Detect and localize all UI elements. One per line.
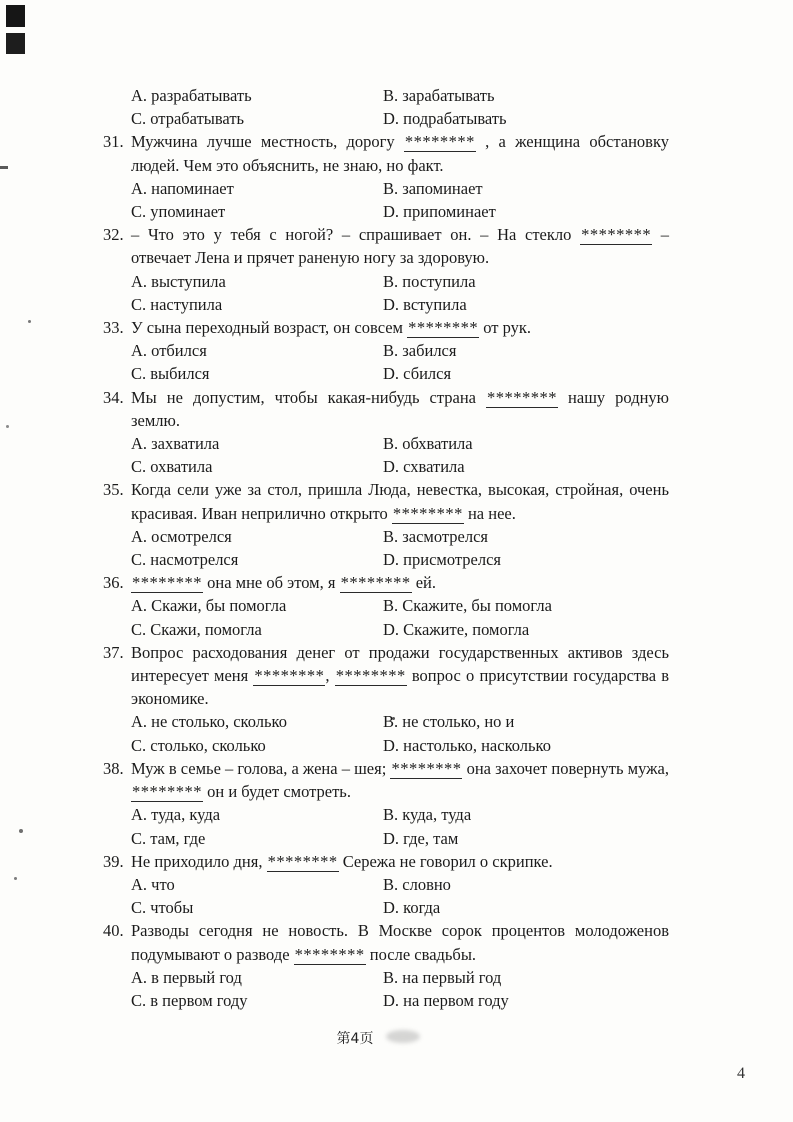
footer-page-label: 第4页 bbox=[336, 1031, 374, 1047]
options-grid bbox=[131, 339, 669, 385]
question-number: 33. bbox=[103, 318, 124, 338]
question-stem-row bbox=[103, 386, 669, 432]
option-c: C. охватила bbox=[131, 457, 213, 477]
option-a: A. разрабатывать bbox=[131, 86, 252, 105]
options-grid bbox=[131, 270, 669, 316]
option-d: D. припоминает bbox=[383, 202, 496, 222]
option-b: B. зарабатывать bbox=[383, 86, 495, 105]
option-d: D. настолько, насколько bbox=[383, 735, 551, 755]
question-number: 31. bbox=[103, 132, 124, 152]
option-d: D. когда bbox=[383, 898, 441, 918]
option-d: D. на первом году bbox=[383, 990, 509, 1010]
option-b: B. куда, туда bbox=[383, 805, 472, 825]
question-number: 40. bbox=[103, 921, 124, 941]
question-block bbox=[103, 478, 669, 571]
option-a: A. захватила bbox=[131, 434, 220, 454]
blank-underline: ******** bbox=[487, 387, 558, 407]
option-c: C. упоминает bbox=[131, 202, 226, 222]
option-d: D. Скажите, помогла bbox=[383, 619, 530, 639]
scan-artifact-dot bbox=[19, 829, 23, 833]
question-number: 37. bbox=[103, 642, 124, 662]
question-stem-row bbox=[103, 223, 669, 269]
options-grid bbox=[131, 594, 669, 640]
option-b: B. не столько, но и bbox=[383, 712, 515, 732]
question-stem: Муж в семье – голова, а жена – шея; ******** она захочет повернуть мужа, ******** он и будет смотреть. bbox=[131, 758, 669, 802]
question-block bbox=[103, 316, 669, 386]
scan-artifact-dot bbox=[14, 877, 17, 880]
scan-artifact-square bbox=[6, 5, 25, 27]
options-grid bbox=[131, 710, 669, 756]
question-number: 39. bbox=[103, 851, 124, 871]
question-block bbox=[103, 919, 669, 1012]
question-stem: Разводы сегодня не новость. В Москве сорок процентов молодоженов подумывают о разводе ******** после свадьбы. bbox=[131, 921, 669, 964]
blank-underline: ******** bbox=[581, 225, 652, 245]
blank-underline: ******** bbox=[335, 666, 406, 686]
option-c: C. выбился bbox=[131, 364, 210, 384]
question-stem: – Что это у тебя с ногой? – спрашивает он. – На стекло ******** – отвечает Лена и прячет раненую ногу за здоровую. bbox=[131, 225, 670, 268]
question-stem-row bbox=[103, 641, 669, 711]
option-a: A. что bbox=[131, 874, 175, 894]
question-stem-row bbox=[103, 850, 669, 873]
option-b: B. словно bbox=[383, 874, 451, 894]
question-number: 35. bbox=[103, 480, 124, 500]
scan-artifact-dot bbox=[28, 320, 31, 323]
blank-underline: ******** bbox=[132, 573, 202, 593]
option-c: C. там, где bbox=[131, 828, 206, 848]
option-d: D. где, там bbox=[383, 828, 459, 848]
question-stem-row bbox=[103, 130, 669, 176]
question-number: 36. bbox=[103, 573, 124, 593]
exam-content bbox=[103, 84, 669, 1012]
option-b: B. запоминает bbox=[383, 178, 483, 198]
blank-underline: ******** bbox=[408, 318, 479, 338]
options-grid bbox=[131, 525, 669, 571]
question-stem-row bbox=[103, 757, 669, 803]
question-block bbox=[103, 223, 669, 316]
question-number: 34. bbox=[103, 387, 124, 407]
option-d: D. схватила bbox=[383, 457, 465, 477]
scan-artifact-dot bbox=[6, 425, 9, 428]
option-b: B. обхватила bbox=[383, 434, 473, 454]
question-block bbox=[103, 571, 669, 641]
option-d: D. подрабатывать bbox=[383, 109, 507, 129]
option-c: C. чтобы bbox=[131, 898, 194, 918]
blank-underline: ******** bbox=[392, 503, 463, 523]
blank-underline: ******** bbox=[391, 758, 462, 778]
question-stem: Мужчина лучше местность, дорогу ******** , а женщина обстановку людей. Чем это объяснить, не знаю, но факт. bbox=[131, 132, 669, 175]
question-stem-row bbox=[103, 571, 669, 594]
option-c: C. Скажи, помогла bbox=[131, 619, 262, 639]
blank-underline: ******** bbox=[132, 782, 202, 802]
option-d: D. вступила bbox=[383, 294, 467, 314]
option-a: A. не столько, сколько bbox=[131, 712, 287, 732]
question-stem: Вопрос расходования денег от продажи государственных активов здесь интересует меня ********, ******** вопрос о присутствии государства в экономике. bbox=[131, 642, 670, 709]
question-stem-row bbox=[103, 919, 669, 965]
question-stem: У сына переходный возраст, он совсем ******** от рук. bbox=[131, 318, 532, 338]
option-a: A. осмотрелся bbox=[131, 526, 232, 546]
question-stem: Не приходило дня, ******** Сережа не говорил о скрипке. bbox=[131, 851, 553, 871]
option-d: D. присмотрелся bbox=[383, 550, 502, 570]
options-grid bbox=[131, 803, 669, 849]
scan-artifact-mark bbox=[0, 166, 8, 169]
blank-underline: ******** bbox=[404, 132, 475, 152]
questions-list bbox=[103, 130, 669, 1012]
option-d: D. сбился bbox=[383, 364, 452, 384]
question-block bbox=[103, 757, 669, 850]
option-b: B. на первый год bbox=[383, 967, 502, 987]
question-stem: ******** она мне об этом, я ******** ей. bbox=[132, 573, 436, 593]
blank-underline: ******** bbox=[340, 573, 411, 593]
question-stem-row bbox=[103, 316, 669, 339]
blank-underline: ******** bbox=[254, 666, 325, 686]
blank-underline: ******** bbox=[267, 851, 338, 871]
blank-underline: ******** bbox=[294, 944, 365, 964]
question-number: 32. bbox=[103, 225, 124, 245]
question-block bbox=[103, 850, 669, 920]
option-a: A. туда, куда bbox=[131, 805, 221, 825]
option-c: C. наступила bbox=[131, 294, 223, 314]
option-a: A. напоминает bbox=[131, 178, 234, 198]
option-a: A. в первый год bbox=[131, 967, 242, 987]
question-block bbox=[103, 386, 669, 479]
option-b: B. засмотрелся bbox=[383, 526, 489, 546]
question-stem: Когда сели уже за стол, пришла Люда, невестка, высокая, стройная, очень красивая. Иван неприлично открыто ******** на нее. bbox=[131, 480, 669, 523]
question-block bbox=[103, 130, 669, 223]
scan-artifact-square bbox=[6, 33, 25, 54]
option-a: A. Скажи, бы помогла bbox=[131, 596, 287, 616]
question-block bbox=[103, 641, 669, 757]
question-stem-row bbox=[103, 478, 669, 524]
question-stem: Мы не допустим, чтобы какая-нибудь страна ******** нашу родную землю. bbox=[131, 387, 669, 430]
option-b: B. забился bbox=[383, 341, 457, 361]
option-c: C. столько, сколько bbox=[131, 735, 266, 755]
option-c: C. отрабатывать bbox=[131, 109, 245, 129]
option-a: A. отбился bbox=[131, 341, 207, 361]
question-number: 38. bbox=[103, 758, 124, 778]
options-grid bbox=[131, 873, 669, 919]
option-c: C. насмотрелся bbox=[131, 550, 239, 570]
option-b: B. поступила bbox=[383, 271, 476, 291]
option-c: C. в первом году bbox=[131, 990, 248, 1010]
corner-page-number: 4 bbox=[737, 1065, 745, 1082]
options-grid bbox=[131, 966, 669, 1012]
options-grid bbox=[131, 177, 669, 223]
carryover-options-grid bbox=[131, 84, 669, 130]
option-b: B. Скажите, бы помогла bbox=[383, 596, 552, 616]
option-a: A. выступила bbox=[131, 271, 226, 291]
options-grid bbox=[131, 432, 669, 478]
